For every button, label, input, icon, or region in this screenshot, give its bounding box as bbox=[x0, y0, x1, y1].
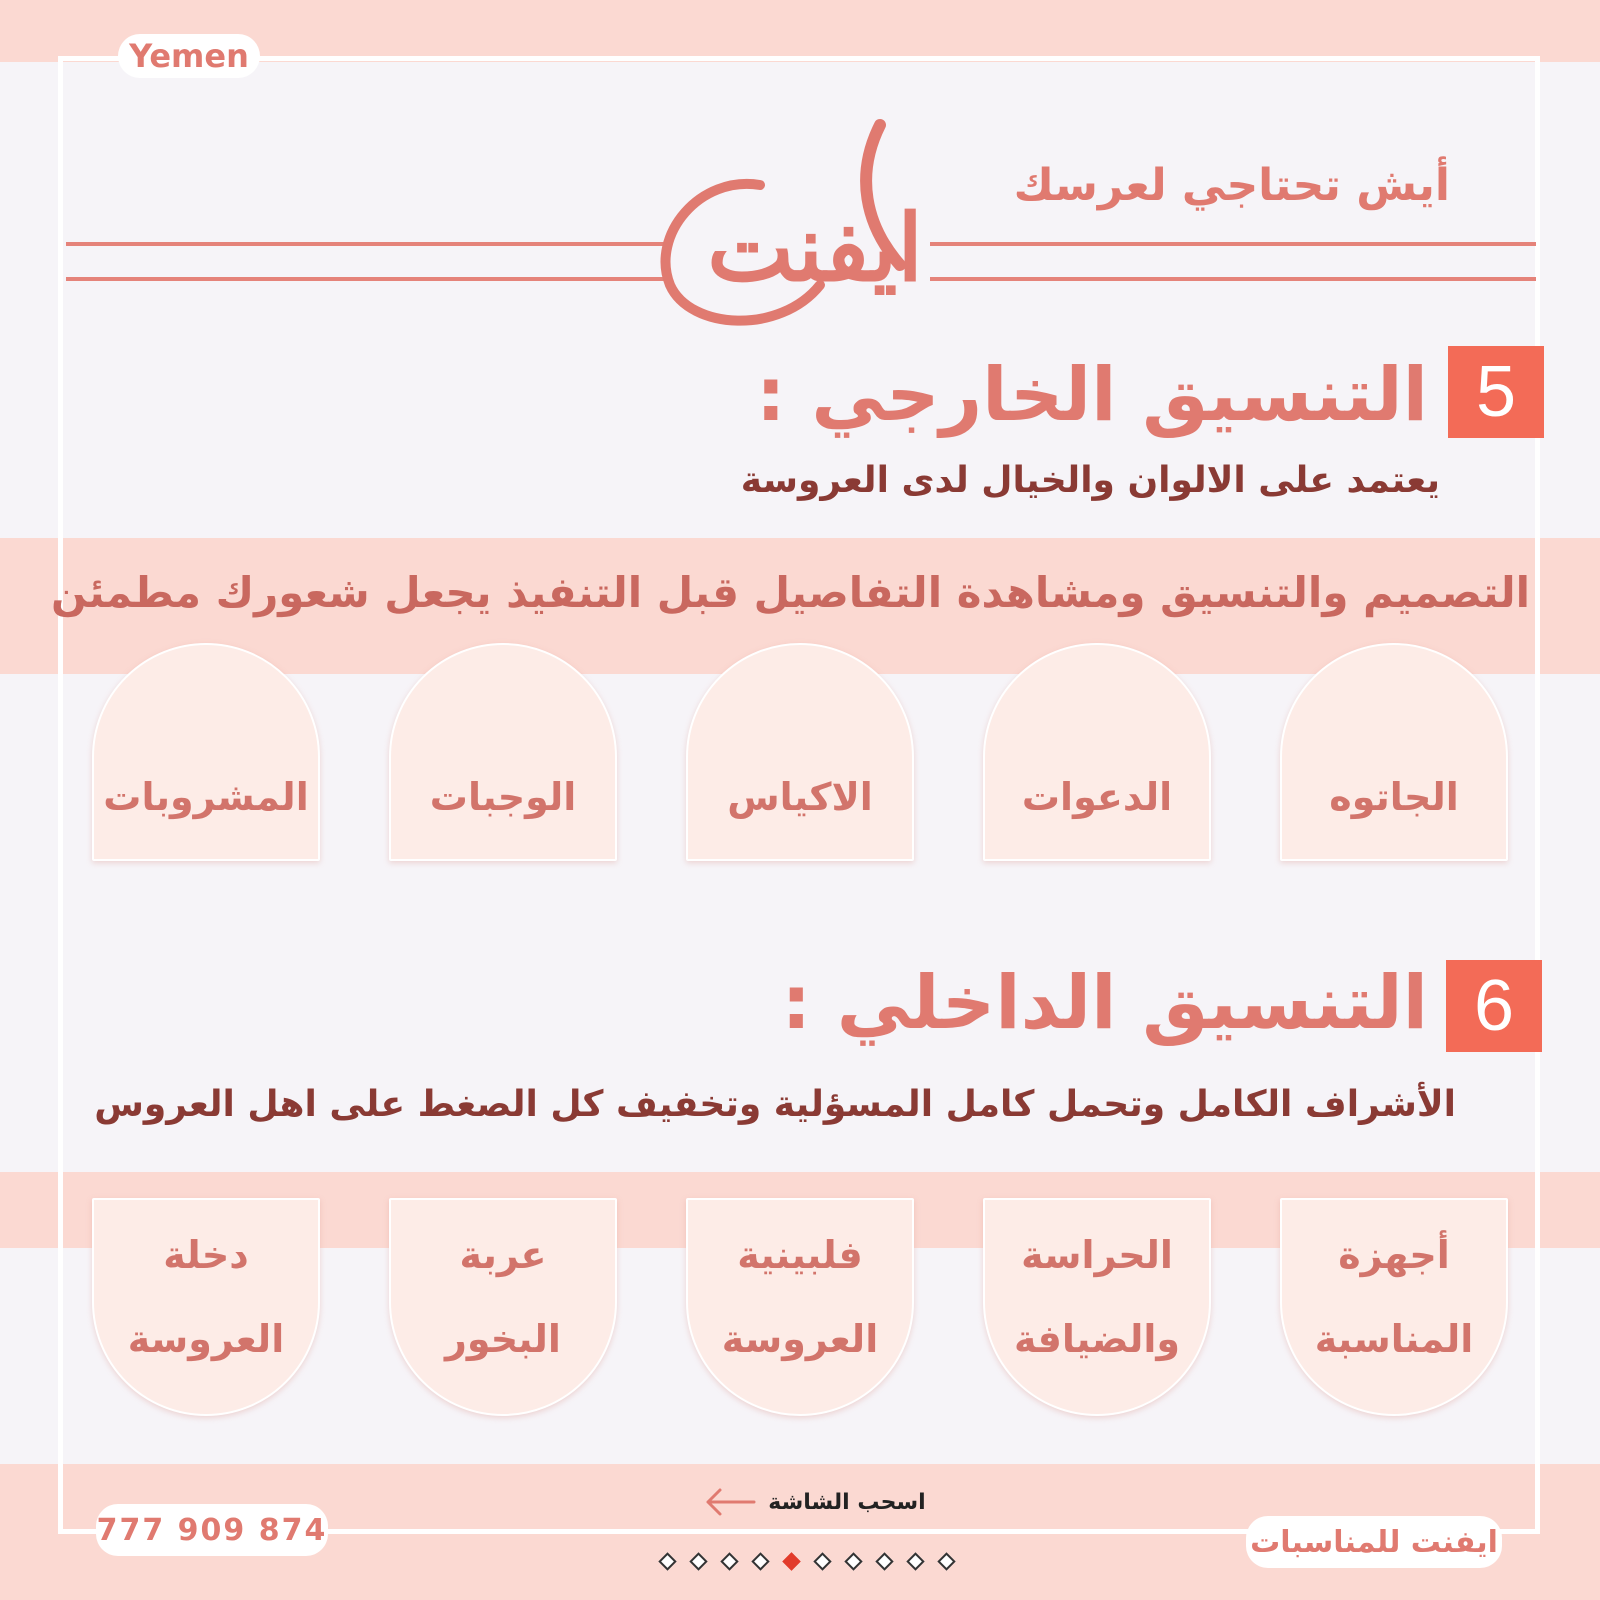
brand-name-pill bbox=[1246, 1516, 1502, 1568]
phone-text: 777 909 874 bbox=[96, 1512, 328, 1548]
service-card-label bbox=[445, 1213, 561, 1381]
brand-logo bbox=[650, 115, 950, 345]
pagination-dot[interactable] bbox=[844, 1552, 862, 1570]
header-line-top-right bbox=[930, 242, 1536, 246]
card-line-1: أجهزة bbox=[1338, 1233, 1450, 1277]
swipe-label: اسحب الشاشة bbox=[768, 1489, 926, 1515]
pagination-dot[interactable] bbox=[751, 1552, 769, 1570]
card-line-1: الحراسة bbox=[1021, 1233, 1173, 1277]
phone-number[interactable] bbox=[96, 1504, 328, 1556]
pagination-dot[interactable] bbox=[689, 1552, 707, 1570]
pagination-dot[interactable] bbox=[720, 1552, 738, 1570]
section6-title: التنسيق الداخلي : bbox=[781, 960, 1428, 1046]
service-card-security[interactable] bbox=[983, 1198, 1211, 1416]
service-card-label: المشروبات bbox=[103, 775, 309, 819]
pagination-dot[interactable] bbox=[813, 1552, 831, 1570]
swipe-hint[interactable] bbox=[700, 1482, 930, 1522]
service-card-label: الاكياس bbox=[727, 775, 873, 819]
pagination-dot[interactable] bbox=[782, 1552, 800, 1570]
pagination-dot[interactable] bbox=[906, 1552, 924, 1570]
header-line-bottom-left bbox=[66, 277, 666, 281]
tagline: أيش تحتاجي لعرسك bbox=[1013, 160, 1450, 211]
pagination-dot[interactable] bbox=[875, 1552, 893, 1570]
card-line-1: عربة bbox=[459, 1233, 547, 1277]
service-card-bride-helper[interactable] bbox=[686, 1198, 914, 1416]
service-card-drinks[interactable] bbox=[92, 643, 320, 861]
card-line-2: العروسة bbox=[721, 1317, 879, 1361]
country-label-text: Yemen bbox=[129, 37, 249, 75]
service-card-label bbox=[128, 1213, 284, 1381]
section5-number-badge bbox=[1448, 346, 1544, 438]
service-card-bags[interactable] bbox=[686, 643, 914, 861]
pagination-dots[interactable] bbox=[655, 1555, 959, 1568]
card-line-2: والضيافة bbox=[1013, 1317, 1181, 1361]
card-line-2: المناسبة bbox=[1314, 1317, 1474, 1361]
section6-number-badge bbox=[1446, 960, 1542, 1052]
header-line-bottom-right bbox=[930, 277, 1536, 281]
service-card-cake[interactable] bbox=[1280, 643, 1508, 861]
service-card-label: الجاتوه bbox=[1329, 775, 1459, 819]
arrow-left-icon bbox=[704, 1487, 756, 1517]
card-line-2: العروسة bbox=[127, 1317, 285, 1361]
pagination-dot[interactable] bbox=[937, 1552, 955, 1570]
service-card-equipment[interactable] bbox=[1280, 1198, 1508, 1416]
section5-title: التنسيق الخارجي : bbox=[756, 352, 1428, 438]
section6-number: 6 bbox=[1473, 966, 1515, 1046]
brand-name: ايفنت للمناسبات bbox=[1250, 1524, 1498, 1560]
service-card-incense-cart[interactable] bbox=[389, 1198, 617, 1416]
service-card-label bbox=[1315, 1213, 1473, 1381]
card-line-2: البخور bbox=[445, 1317, 561, 1361]
service-card-bride-entrance[interactable] bbox=[92, 1198, 320, 1416]
section5-banner-text: التصميم والتنسيق ومشاهدة التفاصيل قبل التنفيذ يجعل شعورك مطمئن bbox=[50, 568, 1530, 617]
section5-subtitle: يعتمد على الالوان والخيال لدى العروسة bbox=[740, 460, 1440, 501]
section5-number: 5 bbox=[1475, 352, 1517, 432]
service-card-label bbox=[722, 1213, 878, 1381]
section6-subtitle: الأشراف الكامل وتحمل كامل المسؤلية وتخفيف كل الصغط على اهل العروس bbox=[94, 1084, 1456, 1125]
service-card-meals[interactable] bbox=[389, 643, 617, 861]
pagination-dot[interactable] bbox=[658, 1552, 676, 1570]
service-card-invitations[interactable] bbox=[983, 643, 1211, 861]
service-card-label bbox=[1014, 1213, 1180, 1381]
country-label bbox=[118, 34, 260, 78]
service-card-label: الدعوات bbox=[1021, 775, 1173, 819]
header-line-top-left bbox=[66, 242, 666, 246]
card-line-1: فلبينية bbox=[737, 1233, 863, 1277]
card-line-1: دخلة bbox=[163, 1233, 249, 1277]
logo-lettering: ايفنت bbox=[707, 194, 923, 302]
service-card-label: الوجبات bbox=[429, 775, 577, 819]
